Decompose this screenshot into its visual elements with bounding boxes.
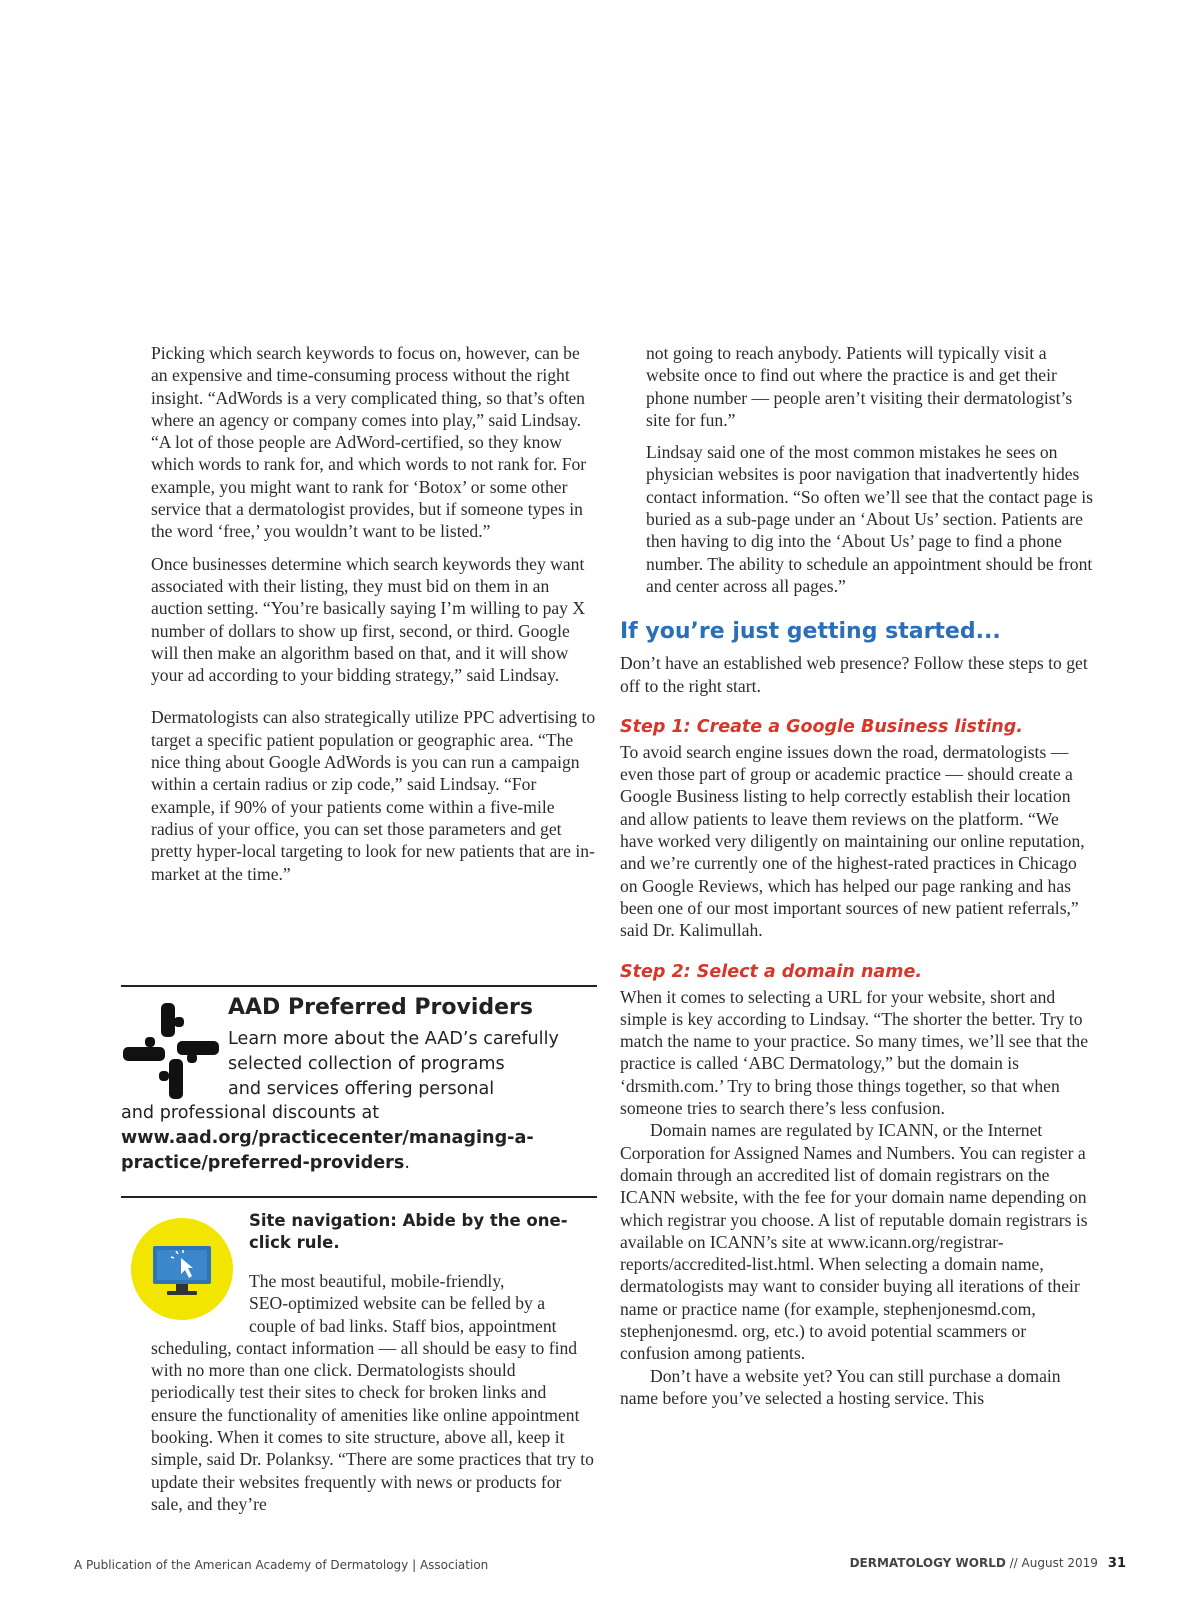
step-2-paragraph: When it comes to selecting a URL for your website, short and simple is key according to Lindsay. “The shorter the better. Try to match the name to your practice. So many times, we’ll see that the practice is called ‘ABC Dermatology,” but the domain is ‘drsmith.com.’ Try to bring those things together, so that when someone tries to search there’s less confusion. [620,986,1089,1119]
step-1-heading: Step 1: Create a Google Business listing. [620,716,1023,737]
section-heading: If you’re just getting started... [620,619,1001,645]
footer-issue: DERMATOLOGY WORLD // August 2019 31 [849,1556,1126,1571]
body-paragraph: Once businesses determine which search keywords they want associated with their listing, they must bid on them in an auction setting. “You’re basically saying I’m willing to pay X number of dollars to show up first, second, or third. Google will then make an algorithm based on that, and it will show your ad according to your bidding strategy,” said Lindsay. [151,553,586,686]
section-intro: Don’t have an established web presence? Follow these steps to get off to the right start. [620,653,1088,696]
footer-publication: A Publication of the American Academy of Dermatology | Association [74,1558,489,1572]
aad-preferred-providers-link[interactable]: www.aad.org/practicecenter/managing-a-practice/preferred-providers [121,1128,534,1173]
divider-rule [121,985,597,987]
step-1-text: To avoid search engine issues down the road, dermatologists — even those part of group or academic practice — should create a Google Business listing to help correctly establish their location and allow patients to leave them reviews on the platform. “We have worked very diligently on maintaining our online reputation, and we’re currently one of the highest-rated practices in Chicago on Google Reviews, which has helped our page ranking and has been one of our most important sources of new patient referrals,” said Dr. Kalimullah. [620,741,1085,941]
body-paragraph: Picking which search keywords to focus on, however, can be an expensive and time-consuming process without the right insight. “AdWords is a very complicated thing, so that’s often where an agency or company comes into play,” said Lindsay. “A lot of those people are AdWord-certified, so they know which words to rank for, and which words to not rank for. For example, you might want to rank for ‘Botox’ or some other service that a dermatologist provides, but if someone types in the word ‘free,’ you wouldn’t want to be listed.” [151,343,587,542]
aad-callout-title: AAD Preferred Providers [228,995,533,1020]
site-navigation-text: The most beautiful, mobile-friendly, SEO-optimized website can be felled by a couple of bad links. Staff bios, appointment scheduling, contact information — all should be easy to find with no more than one click. Dermatologists should periodically test their sites to check for broken links and ensure the functionality of amenities like online appointment booking. When it comes to site structure, above all, keep it simple, said Dr. Polanksy. “There are some practices that try to update their websites frequently with news or products for sale, and they’re [151,1271,594,1514]
divider-rule [121,1196,597,1198]
magazine-name: DERMATOLOGY WORLD [849,1556,1006,1570]
body-paragraph: Lindsay said one of the most common mistakes he sees on physician websites is poor navigation that inadvertently hides contact information. “So often we’ll see that the contact page is buried as a sub-page under an ‘About Us’ section. Patients are then having to dig into the ‘About Us’ page to find a phone number. The ability to schedule an appointment should be front and center across all pages.” [646,442,1094,596]
page-number: 31 [1107,1556,1126,1571]
step-2-paragraph: Don’t have a website yet? You can still purchase a domain name before you’ve selected a hosting service. This [620,1365,1061,1408]
step-2-heading: Step 2: Select a domain name. [620,961,922,982]
right-column [620,342,1095,1409]
aad-callout-text: Learn more about the AAD’s carefully selected collection of programs and services offering personal and professional discounts at www.aad.org/practicecenter/managing-a-practice/preferred-providers. [121,1029,559,1173]
left-column [151,342,596,895]
body-paragraph: Dermatologists can also strategically utilize PPC advertising to target a specific patient population or geographic area. “The nice thing about Google AdWords is you can run a campaign within a certain radius or zip code,” said Lindsay. “For example, if 90% of your patients come within a five-mile radius of your office, you can set those parameters and get pretty hyper-local targeting to look for new patients that are in-market at the time.” [151,707,596,884]
issue-date: August 2019 [1021,1556,1098,1570]
body-paragraph: not going to reach anybody. Patients will typically visit a website once to find out where the practice is and get their phone number — people aren’t visiting their dermatologist’s site for fun.” [646,343,1073,430]
site-navigation-title: Site navigation: Abide by the one-click rule. [249,1211,568,1252]
step-2-paragraph: Domain names are regulated by ICANN, or the Internet Corporation for Assigned Names and Numbers. You can register a domain through an accredited list of domain registrars on the ICANN website, with the fee for your domain name depending on which registrar you choose. A list of reputable domain registrars is available on ICANN’s site at www.icann.org/registrar-reports/accredited-list.html. When selecting a domain name, dermatologists may want to consider buying all iterations of their name or practice name (for example, stephenjonesmd.com, stephenjonesmd. org, etc.) to avoid potential scammers or confusion among patients. [620,1120,1088,1364]
